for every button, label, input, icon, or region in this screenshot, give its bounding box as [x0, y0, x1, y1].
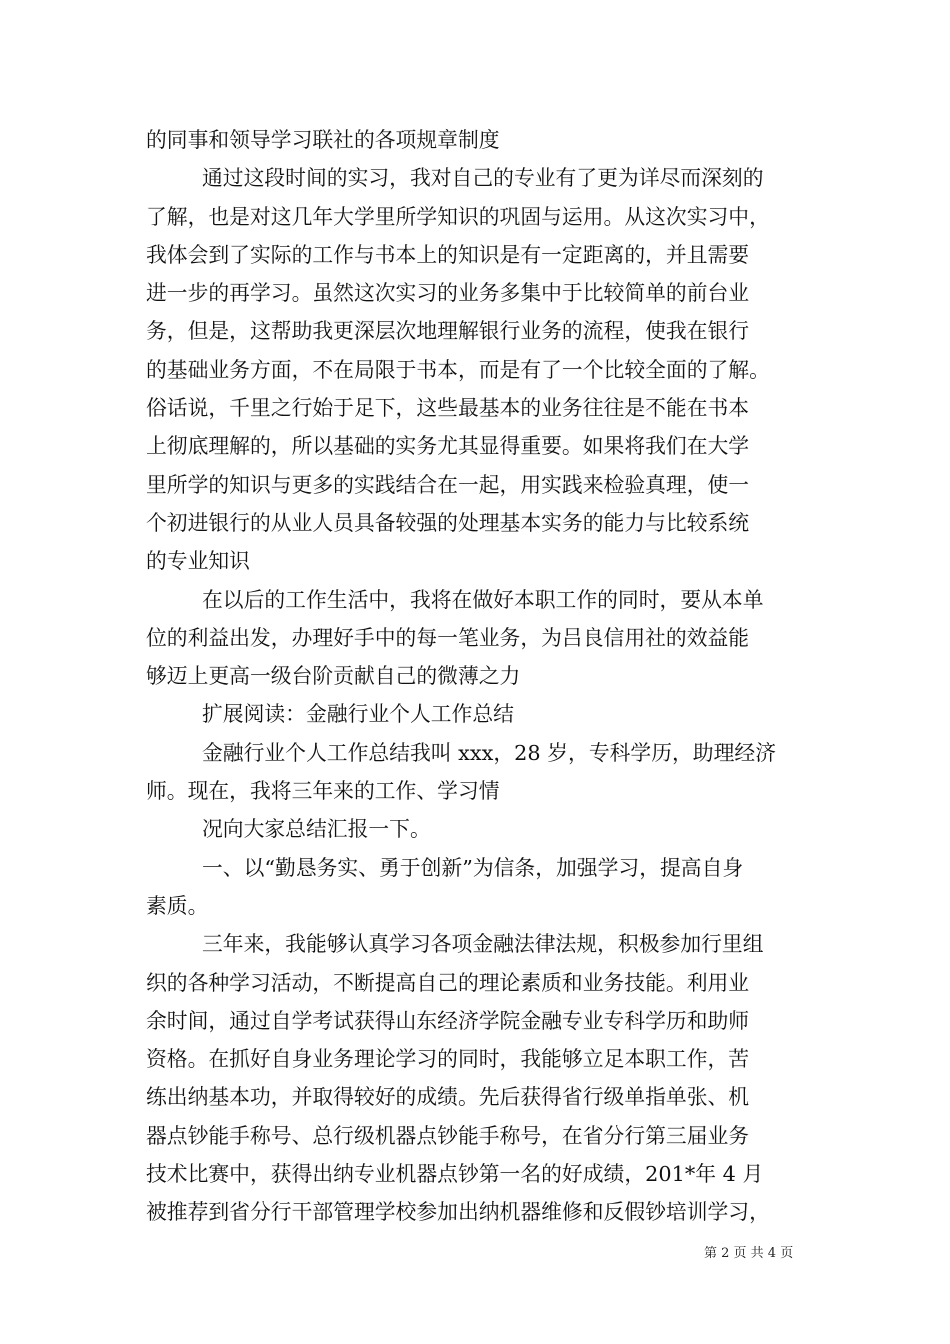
text-line: 务，但是，这帮助我更深层次地理解银行业务的流程，使我在银行 [146, 319, 750, 344]
text-line: 在以后的工作生活中，我将在做好本职工作的同时，要从本单 [202, 587, 764, 612]
text-line: 进一步的再学习。虽然这次实习的业务多集中于比较简单的前台业 [146, 281, 750, 306]
text-line: 我体会到了实际的工作与书本上的知识是有一定距离的，并且需要 [146, 242, 750, 267]
text-line: 器点钞能手称号、总行级机器点钞能手称号，在省分行第三届业务 [146, 1123, 750, 1148]
text-line: 织的各种学习活动，不断提高自己的理论素质和业务技能。利用业 [146, 970, 750, 995]
text-line: 一、以“勤恳务实、勇于创新”为信条，加强学习，提高自身 [202, 855, 744, 880]
text-line: 金融行业个人工作总结我叫 xxx，28 岁，专科学历，助理经济 [202, 740, 776, 765]
text-line: 素质。 [146, 893, 209, 918]
text-line: 三年来，我能够认真学习各项金融法律法规，积极参加行里组 [202, 932, 764, 957]
text-line: 上彻底理解的，所以基础的实务尤其显得重要。如果将我们在大学 [146, 434, 750, 459]
text-line: 的基础业务方面，不在局限于书本，而是有了一个比较全面的了解。 [146, 357, 770, 382]
text-line: 通过这段时间的实习，我对自己的专业有了更为详尽而深刻的 [202, 166, 764, 191]
text-line: 资格。在抓好自身业务理论学习的同时，我能够立足本职工作，苦 [146, 1047, 750, 1072]
text-line: 技术比赛中，获得出纳专业机器点钞第一名的好成绩，201*年 4 月 [146, 1162, 764, 1187]
text-line: 位的利益出发，办理好手中的每一笔业务，为吕良信用社的效益能 [146, 625, 750, 650]
text-line: 余时间，通过自学考试获得山东经济学院金融专业专科学历和助师 [146, 1008, 750, 1033]
text-line: 练出纳基本功，并取得较好的成绩。先后获得省行级单指单张、机 [146, 1085, 750, 1110]
text-line: 扩展阅读：金融行业个人工作总结 [202, 702, 514, 727]
text-line: 里所学的知识与更多的实践结合在一起，用实践来检验真理，使一 [146, 472, 750, 497]
text-line: 的专业知识 [146, 549, 250, 574]
document-body [146, 121, 826, 1232]
text-line: 的同事和领导学习联社的各项规章制度 [146, 128, 500, 152]
text-line: 俗话说，千里之行始于足下，这些最基本的业务往往是不能在书本 [146, 396, 750, 421]
text-line: 被推荐到省分行干部管理学校参加出纳机器维修和反假钞培训学习， [146, 1200, 770, 1225]
text-line: 了解，也是对这几年大学里所学知识的巩固与运用。从这次实习中， [146, 204, 770, 229]
text-line: 个初进银行的从业人员具备较强的处理基本实务的能力与比较系统 [146, 510, 750, 535]
text-line: 况向大家总结汇报一下。 [202, 817, 431, 842]
page-number: 第 2 页 共 4 页 [704, 1246, 794, 1261]
text-line: 师。现在，我将三年来的工作、学习情 [146, 779, 500, 804]
text-line: 够迈上更高一级台阶贡献自己的微薄之力 [146, 664, 521, 689]
